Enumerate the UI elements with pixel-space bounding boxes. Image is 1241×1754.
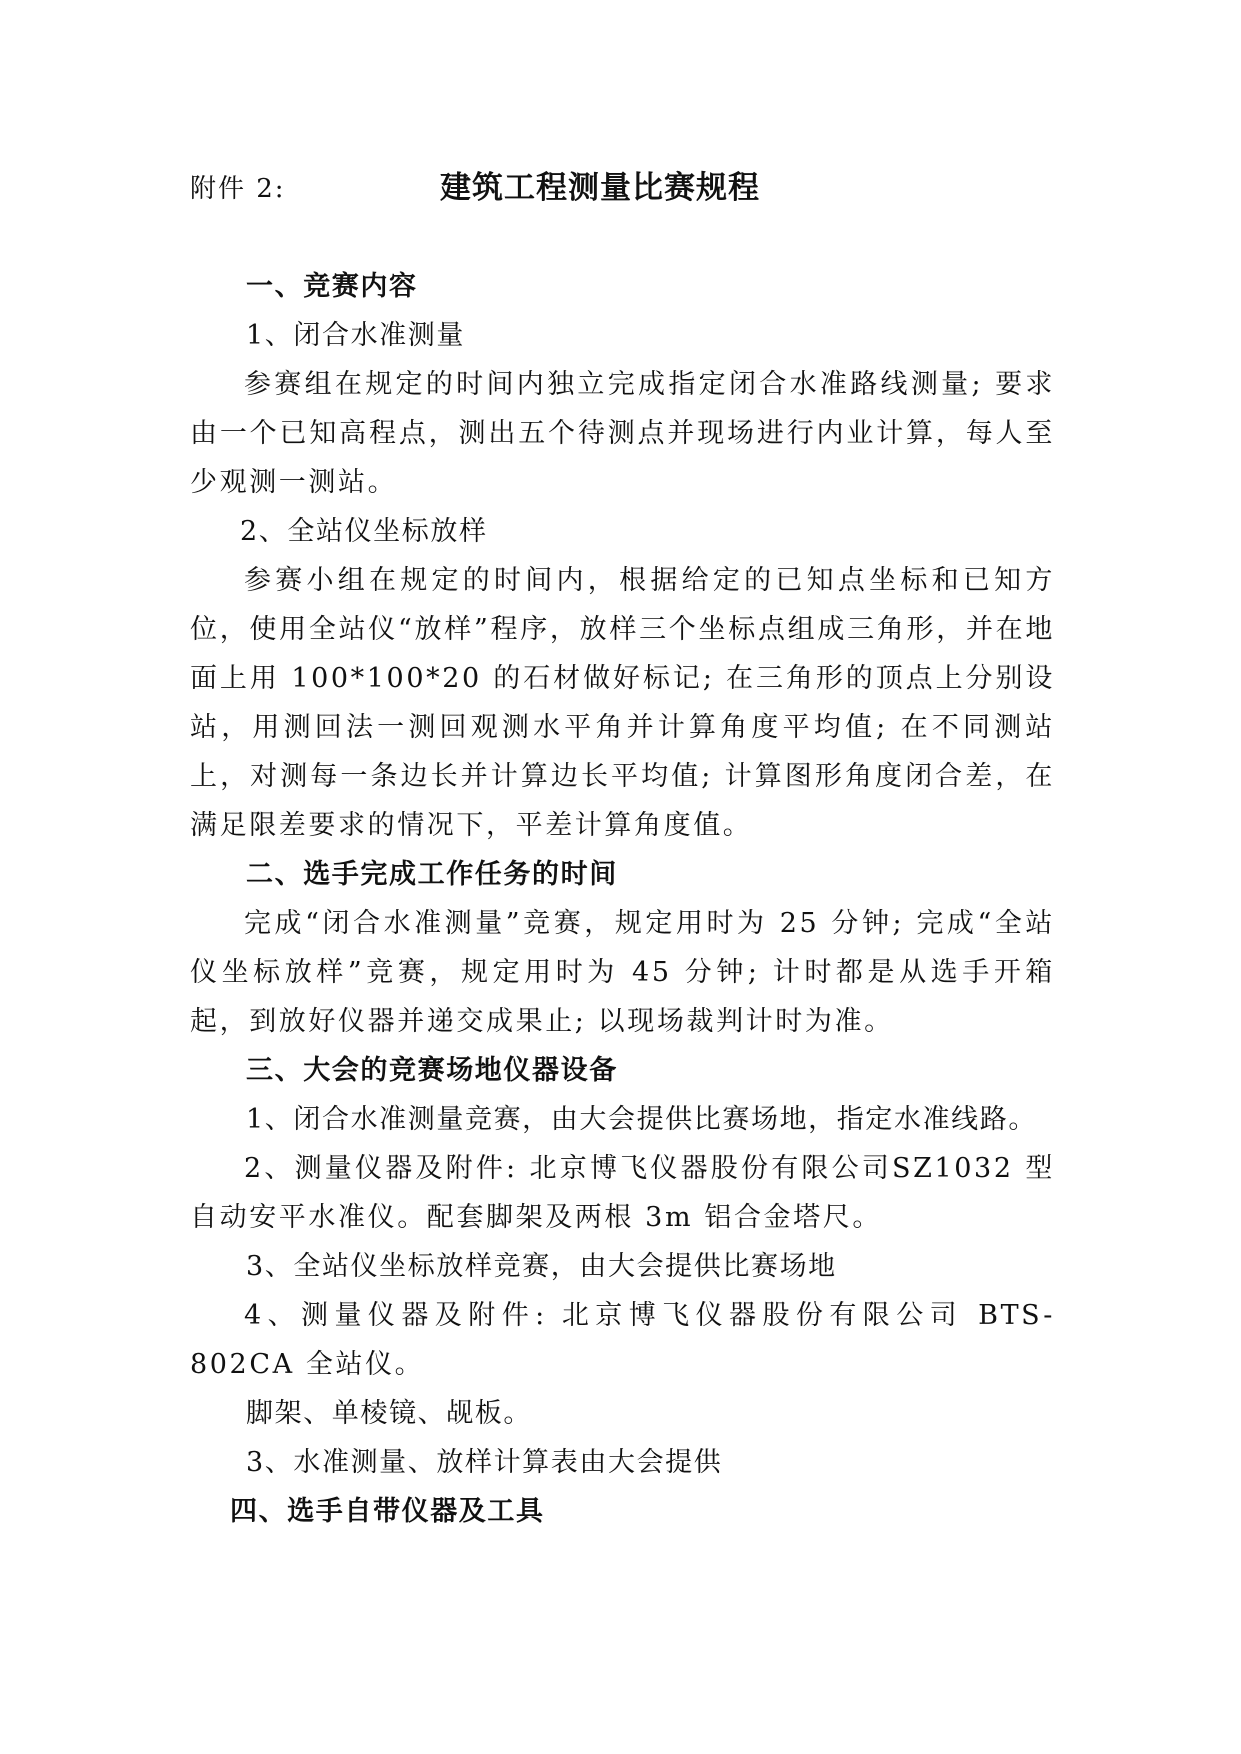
section-3-item-3: 3、全站仪坐标放样竞赛，由大会提供比赛场地 [246,1251,837,1282]
document-title: 建筑工程测量比赛规程 [440,170,760,206]
section-3-item-4: 4、测量仪器及附件: 北京博飞仪器股份有限公司 BTS-802CA 全站仪。 [190,1300,1055,1380]
section-1-item-1-text: 参赛组在规定的时间内独立完成指定闭合水准路线测量; 要求由一个已知高程点，测出五个待测点并现场进行内业计算，每人至少观测一测站。 [190,369,1055,498]
document-body [190,262,1055,1536]
attachment-label: 附件 2: [190,174,286,204]
section-2-heading: 二、选手完成工作任务的时间 [246,859,618,890]
section-3-heading: 三、大会的竞赛场地仪器设备 [246,1055,618,1086]
section-4-heading: 四、选手自带仪器及工具 [230,1496,545,1527]
section-3-item-4-continued: 脚架、单棱镜、觇板。 [246,1398,532,1429]
section-1-item-2-text: 参赛小组在规定的时间内，根据给定的已知点坐标和已知方位，使用全站仪“放样”程序，放样三个坐标点组成三角形，并在地面上用 100*100*20 的石材做好标记; 在三角形的顶点上分别设站，用测回法一测回观测水平角并计算角度平均值; 在不同测站上，对测每一条边长并计算边长平均值; 计算图形角度闭合差，在满足限差要求的情况下，平差计算角度值。 [190,565,1055,841]
section-3-item-2: 2、测量仪器及附件: 北京博飞仪器股份有限公司SZ1032 型自动安平水准仪。配套脚架及两根 3m 铝合金塔尺。 [190,1153,1055,1233]
section-3-item-5: 3、水准测量、放样计算表由大会提供 [246,1447,723,1478]
section-1-item-1-title: 1、闭合水准测量 [246,320,465,351]
document-header [190,162,1090,212]
section-1-item-2-title: 2、全站仪坐标放样 [240,516,488,547]
section-2-text: 完成“闭合水准测量”竞赛，规定用时为 25 分钟; 完成“全站仪坐标放样”竞赛，规定用时为 45 分钟; 计时都是从选手开箱起，到放好仪器并递交成果止; 以现场裁判计时为准。 [190,908,1055,1037]
section-3-item-1: 1、闭合水准测量竞赛，由大会提供比赛场地，指定水准线路。 [246,1104,1037,1135]
section-1-heading: 一、竞赛内容 [246,271,418,302]
